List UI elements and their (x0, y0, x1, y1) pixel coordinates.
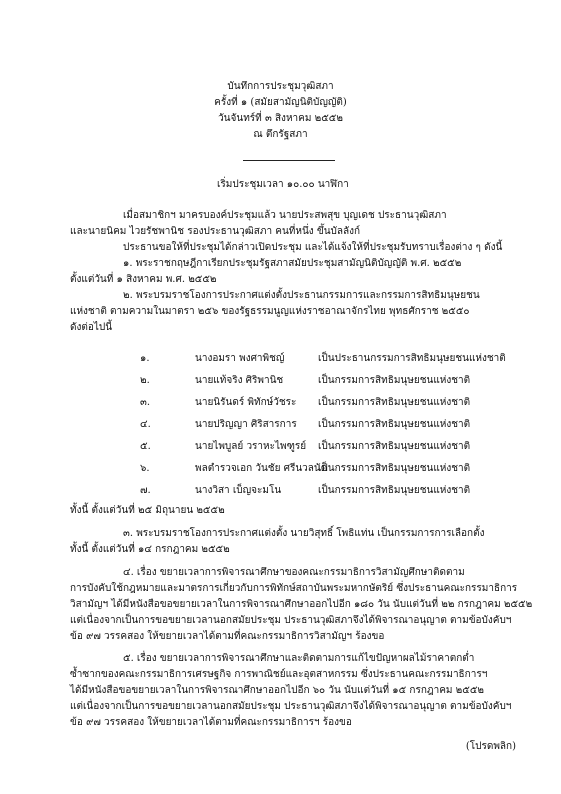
member-role: เป็นกรรมการสิทธิมนุษยชนแห่งชาติ (318, 397, 471, 408)
item-2-line: ๒. พระบรมราชโองการประกาศแต่งตั้งประธานกรรมการและกรรมการสิทธิมนุษยชน (123, 290, 480, 301)
member-name: นายแท้จริง ศิริพานิช (195, 375, 284, 386)
member-name: นายนิรันดร์ พิทักษ์วัชระ (195, 397, 297, 408)
item-4-line: ๔. เรื่อง ขยายเวลาการพิจารณาศึกษาของคณะกรรมาธิการวิสามัญศึกษาติดตาม (123, 567, 465, 578)
member-role: เป็นกรรมการสิทธิมนุษยชนแห่งชาติ (318, 463, 471, 474)
session-venue: ณ ตึกรัฐสภา (253, 129, 308, 140)
member-role: เป็นกรรมการสิทธิมนุษยชนแห่งชาติ (318, 419, 471, 430)
item-4-line: แต่เนื่องจากเป็นการขอขยายเวลานอกสมัยประชุม ประธานวุฒิสภาจึงได้พิจารณาอนุญาต ตามข้อบังคับฯ (70, 615, 512, 626)
intro-line: เมื่อสมาชิกฯ มาครบองค์ประชุมแล้ว นายประสพสุข บุญเดช ประธานวุฒิสภา (123, 210, 447, 221)
member-number: ๓. (140, 397, 151, 408)
start-time: เริ่มประชุมเวลา ๑๐.๐๐ นาฬิกา (217, 179, 349, 190)
member-number: ๕. (140, 441, 151, 452)
member-name: นางอมรา พงศาพิชญ์ (195, 353, 285, 364)
item-2-effective-date: ทั้งนี้ ตั้งแต่วันที่ ๒๕ มิถุนายน ๒๕๕๒ (70, 505, 225, 516)
session-number: ครั้งที่ ๑ (สมัยสามัญนิติบัญญัติ) (214, 97, 347, 108)
member-role: เป็นกรรมการสิทธิมนุษยชนแห่งชาติ (318, 441, 471, 452)
item-5-line: ซ้ำซากของคณะกรรมาธิการเศรษฐกิจ การพาณิชย์และอุตสาหกรรม ซึ่งประธานคณะกรรมาธิการฯ (70, 669, 488, 680)
item-2-line: ดังต่อไปนี้ (70, 322, 113, 333)
member-number: ๒. (140, 375, 150, 386)
member-number: ๑. (140, 353, 150, 364)
header-divider (243, 160, 335, 161)
member-number: ๖. (140, 463, 150, 474)
member-role: เป็นกรรมการสิทธิมนุษยชนแห่งชาติ (318, 485, 471, 496)
item-5-line: แต่เนื่องจากเป็นการขอขยายเวลานอกสมัยประชุม ประธานวุฒิสภาจึงได้พิจารณาอนุญาต ตามข้อบังคับฯ (70, 701, 512, 712)
item-3-line: ๓. พระบรมราชโองการประกาศแต่งตั้ง นายวิสุทธิ์ โพธิแท่น เป็นกรรมการการเลือกตั้ง (123, 528, 485, 539)
item-1-line: ตั้งแต่วันที่ ๑ สิงหาคม พ.ศ. ๒๕๕๒ (70, 274, 217, 285)
please-turn-over: (โปรดพลิก) (465, 741, 516, 752)
member-role: เป็นประธานกรรมการสิทธิมนุษยชนแห่งชาติ (318, 353, 506, 364)
member-name: นายปริญญา ศิริสารการ (195, 419, 297, 430)
item-5-line: ๕. เรื่อง ขยายเวลาการพิจารณาศึกษาและติดตามการแก้ไขปัญหาผลไม้ราคาตกต่ำ (123, 653, 475, 664)
item-3-line: ทั้งนี้ ตั้งแต่วันที่ ๑๔ กรกฎาคม ๒๕๕๒ (70, 544, 230, 555)
member-role: เป็นกรรมการสิทธิมนุษยชนแห่งชาติ (318, 375, 471, 386)
record-title: บันทึกการประชุมวุฒิสภา (227, 81, 334, 92)
item-2-line: แห่งชาติ ตามความในมาตรา ๒๕๖ ของรัฐธรรมนูญแห่งราชอาณาจักรไทย พุทธศักราช ๒๕๕๐ (70, 306, 470, 317)
item-5-line: ข้อ ๙๗ วรรคสอง ให้ขยายเวลาได้ตามที่คณะกรรมาธิการฯ ร้องขอ (70, 717, 352, 728)
session-date: วันจันทร์ที่ ๓ สิงหาคม ๒๕๕๒ (218, 113, 343, 124)
member-name: นายไพบูลย์ วราหะไพฑูรย์ (195, 441, 307, 452)
item-4-line: วิสามัญฯ ได้มีหนังสือขอขยายเวลาในการพิจารณาศึกษาออกไปอีก ๑๘๐ วัน นับแต่วันที่ ๒๒ กรกฎาคม ๒๕๕๒ (70, 599, 533, 610)
member-name: นางวิสา เบ็ญจะมโน (195, 485, 282, 496)
item-4-line: ข้อ ๙๗ วรรคสอง ให้ขยายเวลาได้ตามที่คณะกรรมาธิการวิสามัญฯ ร้องขอ (70, 631, 385, 642)
member-number: ๔. (140, 419, 151, 430)
item-1-line: ๑. พระราชกฤษฎีกาเรียกประชุมรัฐสภาสมัยประชุมสามัญนิติบัญญัติ พ.ศ. ๒๕๕๒ (123, 258, 462, 269)
intro-line: และนายนิคม ไวยรัชพานิช รองประธานวุฒิสภา คนที่หนึ่ง ขึ้นบัลลังก์ (70, 226, 361, 237)
item-5-line: ได้มีหนังสือขอขยายเวลาในการพิจารณาศึกษาออกไปอีก ๖๐ วัน นับแต่วันที่ ๑๕ กรกฎาคม ๒๕๕๒ (70, 685, 484, 696)
item-4-line: การบังคับใช้กฎหมายและมาตรการเกี่ยวกับการพิทักษ์สถาบันพระมหากษัตริย์ ซึ่งประธานคณะกรรมาธิการ (70, 583, 518, 594)
intro-line: ประธานขอให้ที่ประชุมได้กล่าวเปิดประชุม และได้แจ้งให้ที่ประชุมรับทราบเรื่องต่าง ๆ ดังนี้ (123, 242, 503, 253)
member-number: ๗. (140, 485, 151, 496)
member-name: พลตำรวจเอก วันชัย ศรีนวลนัด (195, 463, 328, 474)
